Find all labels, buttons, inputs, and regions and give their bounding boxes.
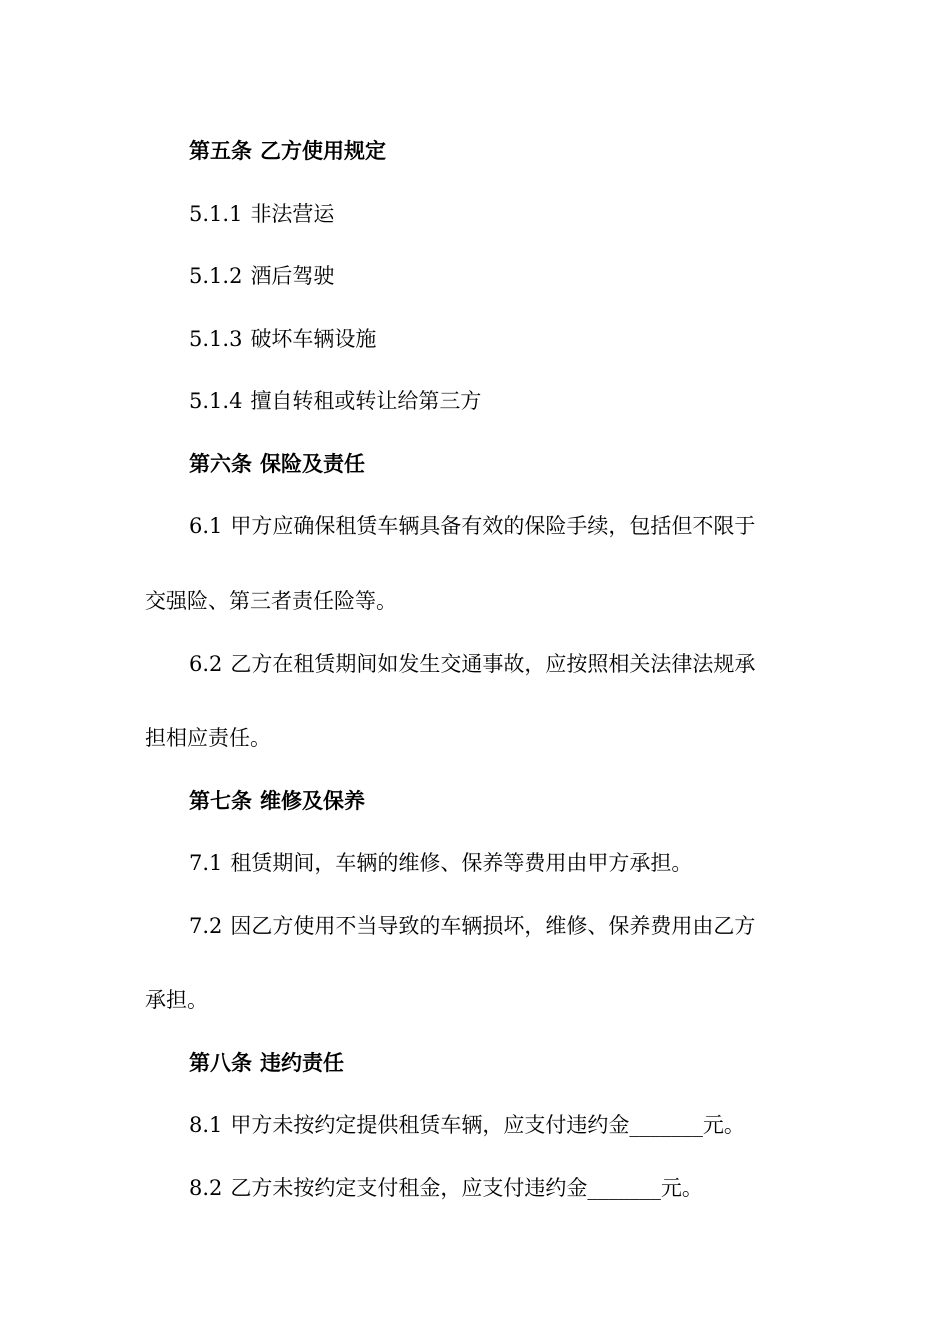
clause-number: 5.1.4 (189, 389, 243, 413)
clause-text: 甲方未按约定提供租赁车辆，应支付违约金_______元。 (230, 1113, 745, 1137)
section-7-heading (189, 786, 869, 816)
section-6-heading (189, 449, 869, 479)
clause-7-2-line-2: 承担。 (145, 988, 208, 1012)
clause-number: 5.1.1 (189, 202, 243, 226)
clause-number: 6.2 (189, 652, 223, 676)
section-8-number: 第八条 (189, 1050, 252, 1075)
clause-text: 非法营运 (250, 202, 335, 226)
clause-text: 因乙方使用不当导致的车辆损坏，维修、保养费用由乙方 (230, 914, 756, 938)
section-5-title: 乙方使用规定 (260, 138, 386, 163)
section-5-heading (189, 136, 869, 166)
clause-5-1-2 (189, 261, 869, 291)
clause-number: 7.2 (189, 914, 223, 938)
section-8-heading (189, 1048, 869, 1078)
section-7-title: 维修及保养 (260, 788, 365, 813)
clause-6-1-line-2: 交强险、第三者责任险等。 (145, 589, 397, 613)
clause-5-1-4 (189, 386, 869, 416)
clause-text: 租赁期间，车辆的维修、保养等费用由甲方承担。 (230, 851, 693, 875)
clause-number: 8.1 (189, 1113, 223, 1137)
clause-text: 甲方应确保租赁车辆具备有效的保险手续，包括但不限于 (230, 514, 756, 538)
clause-text: 乙方在租赁期间如发生交通事故，应按照相关法律法规承 (230, 652, 756, 676)
section-6-number: 第六条 (189, 451, 252, 476)
clause-5-1-1 (189, 199, 869, 229)
section-8-title: 违约责任 (260, 1050, 344, 1075)
section-6-title: 保险及责任 (260, 451, 365, 476)
clause-text: 酒后驾驶 (250, 264, 335, 288)
section-7-number: 第七条 (189, 788, 252, 813)
clause-number: 5.1.3 (189, 327, 243, 351)
clause-number: 7.1 (189, 851, 223, 875)
clause-number: 8.2 (189, 1176, 223, 1200)
clause-text: 破坏车辆设施 (250, 327, 377, 351)
clause-6-2-line-2: 担相应责任。 (145, 726, 271, 750)
clause-text: 擅自转租或转让给第三方 (250, 389, 482, 413)
clause-8-2 (189, 1173, 869, 1203)
clause-text: 乙方未按约定支付租金，应支付违约金_______元。 (230, 1176, 703, 1200)
clause-number: 5.1.2 (189, 264, 243, 288)
clause-6-1-line-1 (189, 511, 869, 541)
section-5-number: 第五条 (189, 138, 252, 163)
clause-6-2-line-1 (189, 649, 869, 679)
clause-8-1 (189, 1110, 869, 1140)
clause-5-1-3 (189, 324, 869, 354)
clause-7-2-line-1 (189, 911, 869, 941)
clause-7-1 (189, 848, 869, 878)
clause-number: 6.1 (189, 514, 223, 538)
